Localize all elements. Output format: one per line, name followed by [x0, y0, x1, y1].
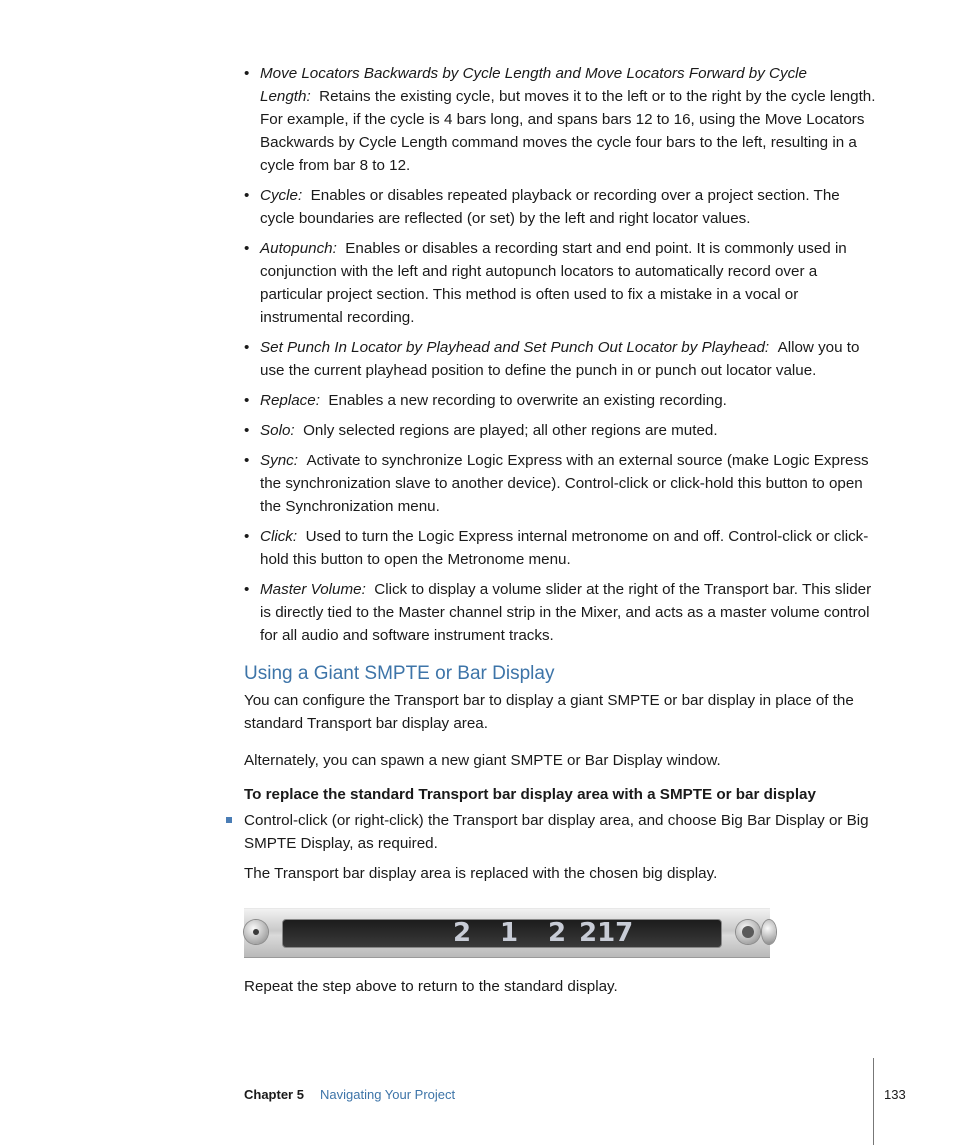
- list-item-text: Activate to synchronize Logic Express with an external source (make Logic Express the synchronization slave to another device). Control-click or click-hold this button to open the Synchronization menu.: [260, 452, 869, 515]
- bullet-marker: •: [244, 240, 250, 257]
- bullet-marker: •: [244, 392, 250, 409]
- list-item-term: Set Punch In Locator by Playhead and Set Punch Out Locator by Playhead:: [260, 339, 770, 356]
- bullet-marker: •: [244, 65, 250, 82]
- list-item-text: Enables a new recording to overwrite an existing recording.: [328, 392, 727, 409]
- task-step: [226, 809, 876, 855]
- metronome-button-icon: [736, 920, 760, 944]
- step-marker-icon: [226, 817, 232, 823]
- footer-divider: [873, 1058, 874, 1145]
- footer-chapter: Chapter 5: [244, 1087, 304, 1102]
- list-item-text: Used to turn the Logic Express internal metronome on and off. Control-click or click-hold this button to open the Metronome menu.: [260, 528, 869, 568]
- list-item-term: Click:: [260, 528, 298, 545]
- list-item: [244, 62, 876, 177]
- list-item: [244, 419, 876, 442]
- footer-section-title: Navigating Your Project: [320, 1087, 456, 1102]
- list-item-term: Replace:: [260, 392, 320, 409]
- bullet-marker: •: [244, 581, 250, 598]
- bullet-marker: •: [244, 187, 250, 204]
- section-intro: You can configure the Transport bar to display a giant SMPTE or bar display in place of the standard Transport bar display area.: [244, 692, 854, 732]
- after-paragraph: Repeat the step above to return to the standard display.: [244, 978, 618, 995]
- transport-bar-screenshot: [244, 908, 770, 958]
- list-item-term: Master Volume:: [260, 581, 366, 598]
- section-heading: Using a Giant SMPTE or Bar Display: [244, 663, 555, 684]
- list-item-term: Sync:: [260, 452, 298, 469]
- list-item: [244, 184, 876, 230]
- list-item-term: Autopunch:: [260, 240, 337, 257]
- list-item-text: Retains the existing cycle, but moves it to the left or to the right by the cycle length. For example, if the cycle is 4 bars long, and spans bars 12 to 16, using the Move Locators Backwards by Cycle Length command moves the cycle four bars to the left, resulting in a cycle from bar 8 to 12.: [260, 88, 876, 174]
- bullet-marker: •: [244, 339, 250, 356]
- list-item-text: Allow you to use the current playhead position to define the punch in or punch out locator value.: [260, 339, 860, 379]
- result-paragraph: The Transport bar display area is replaced with the chosen big display.: [244, 865, 718, 882]
- edge-button-icon: [762, 920, 776, 944]
- list-item: [244, 525, 876, 571]
- page-number: 133: [884, 1087, 906, 1102]
- task-title: To replace the standard Transport bar display area with a SMPTE or bar display: [244, 786, 816, 803]
- bar-value: 2: [453, 918, 472, 948]
- list-item-term: Solo:: [260, 422, 295, 439]
- feature-list: [244, 62, 876, 654]
- list-item-text: Only selected regions are played; all other regions are muted.: [303, 422, 718, 439]
- list-item: [244, 449, 876, 518]
- beat-value: 1: [500, 918, 519, 948]
- bullet-marker: •: [244, 452, 250, 469]
- list-item-term: Move Locators Backwards by Cycle Length and Move Locators Forward by Cycle Length:: [260, 65, 807, 105]
- list-item: [244, 237, 876, 329]
- list-item-term: Cycle:: [260, 187, 303, 204]
- bullet-marker: •: [244, 528, 250, 545]
- big-bar-display: [282, 919, 722, 948]
- list-item-text: Click to display a volume slider at the right of the Transport bar. This slider is directly tied to the Master channel strip in the Mixer, and acts as a master volume control for all audio and software instrument tracks.: [260, 581, 872, 644]
- section-alt-paragraph: Alternately, you can spawn a new giant SMPTE or Bar Display window.: [244, 752, 721, 769]
- record-button-icon: [244, 920, 268, 944]
- division-value: 2: [548, 918, 567, 948]
- list-item-text: Enables or disables a recording start and end point. It is commonly used in conjunction with the left and right autopunch locators to automatically record over a particular project section. This method is often used to fix a mistake in a vocal or instrumental recording.: [260, 240, 847, 326]
- bullet-marker: •: [244, 422, 250, 439]
- tick-value: 217: [579, 918, 634, 948]
- list-item: [244, 578, 876, 647]
- task-step-text: Control-click (or right-click) the Transport bar display area, and choose Big Bar Display or Big SMPTE Display, as required.: [244, 812, 869, 852]
- list-item-text: Enables or disables repeated playback or recording over a project section. The cycle boundaries are reflected (or set) by the left and right locator values.: [260, 187, 840, 227]
- list-item: [244, 389, 876, 412]
- list-item: [244, 336, 876, 382]
